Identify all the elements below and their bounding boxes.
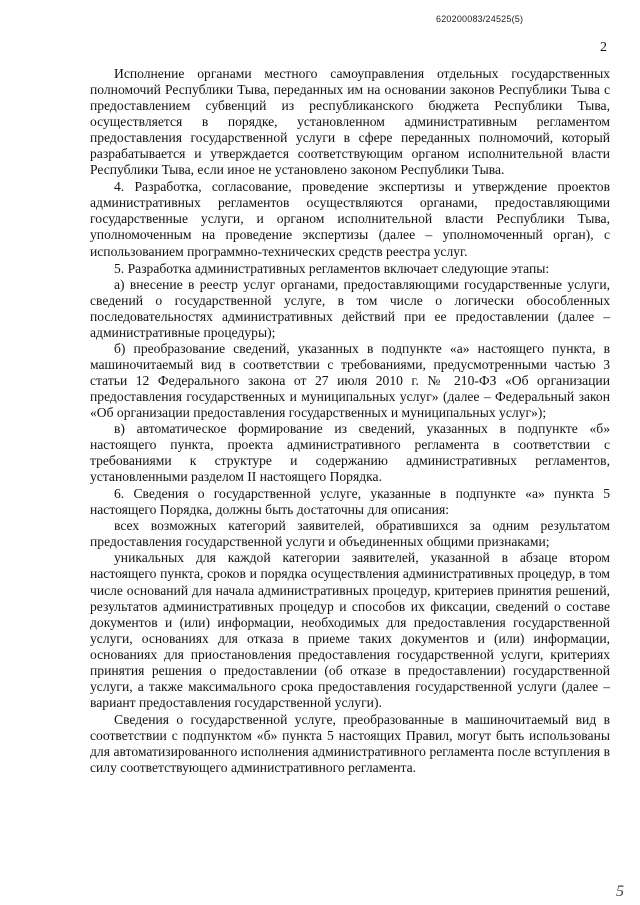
document-number: 620200083/24525(5) [436, 14, 524, 24]
paragraph: всех возможных категорий заявителей, обратившихся за одним результатом предоставления государственной услуги и объединенных общими признаками; [90, 518, 610, 550]
paragraph: Исполнение органами местного самоуправления отдельных государственных полномочий Республики Тыва, переданных им на основании законов Республики Тыва с предоставлением субвенций из республиканского бюджета Республики Тыва, осуществляется в порядке, установленном административным регламентом предоставления государственной услуги в сфере переданных полномочий, который разрабатывается и утверждается соответствующим органом исполнительной власти Республики Тыва, если иное не установлено законом Республики Тыва. [90, 66, 610, 178]
paragraph: 4. Разработка, согласование, проведение экспертизы и утверждение проектов административных регламентов осуществляются органами, предоставляющими государственные услуги, и органом исполнительной власти Республики Тыва, уполномоченным на проведение экспертизы (далее – уполномоченный орган), с использованием программно-технических средств реестра услуг. [90, 179, 610, 259]
document-body [90, 66, 610, 776]
paragraph: а) внесение в реестр услуг органами, предоставляющими государственные услуги, сведений о государственной услуге, в том числе о логически обособленных последовательностях административных действий при ее предоставлении (далее – административные процедуры); [90, 276, 610, 340]
paragraph: 5. Разработка административных регламентов включает следующие этапы: [114, 260, 550, 276]
paragraph: в) автоматическое формирование из сведений, указанных в подпункте «б» настоящего пункта, проекта административного регламента в соответствии с требованиями к структуре и содержанию административных регламентов, установленными разделом II настоящего Порядка. [90, 421, 610, 485]
paragraph: б) преобразование сведений, указанных в подпункте «а» настоящего пункта, в машиночитаемый вид в соответствии с требованиями, предусмотренными частью 3 статьи 12 Федерального закона от 27 июля 2010 г. № 210-ФЗ «Об организации предоставления государственных и муниципальных услуг» (далее – Федеральный закон «Об организации предоставления государственных и муниципальных услуг»); [90, 340, 610, 420]
paragraph: Сведения о государственной услуге, преобразованные в машиночитаемый вид в соответствии с подпунктом «б» пункта 5 настоящих Правил, могут быть использованы для автоматизированного исполнения административного регламента после вступления в силу соответствующего административного регламента. [90, 711, 610, 776]
page-number: 2 [600, 40, 607, 55]
handwritten-page-mark: 5 [616, 883, 624, 900]
paragraph: 6. Сведения о государственной услуге, указанные в подпункте «а» пункта 5 настоящего Порядка, должны быть достаточны для описания: [90, 486, 610, 518]
paragraph: уникальных для каждой категории заявителей, указанной в абзаце втором настоящего пункта, сроков и порядка осуществления административных процедур, в том числе оснований для начала административных процедур, критериев принятия решений, результатов административных процедур и способов их фиксации, сведений о составе документов и (или) информации, необходимых для предоставления государственной услуги, основаниях для отказа в приеме таких документов и (или) информации, основаниях для приостановления предоставления государственной услуги, критериях принятия решения о предоставлении (об отказе в предоставлении) государственной услуги, а также максимального срока предоставления государственной услуги (далее – вариант предоставления государственной услуги). [90, 550, 610, 710]
